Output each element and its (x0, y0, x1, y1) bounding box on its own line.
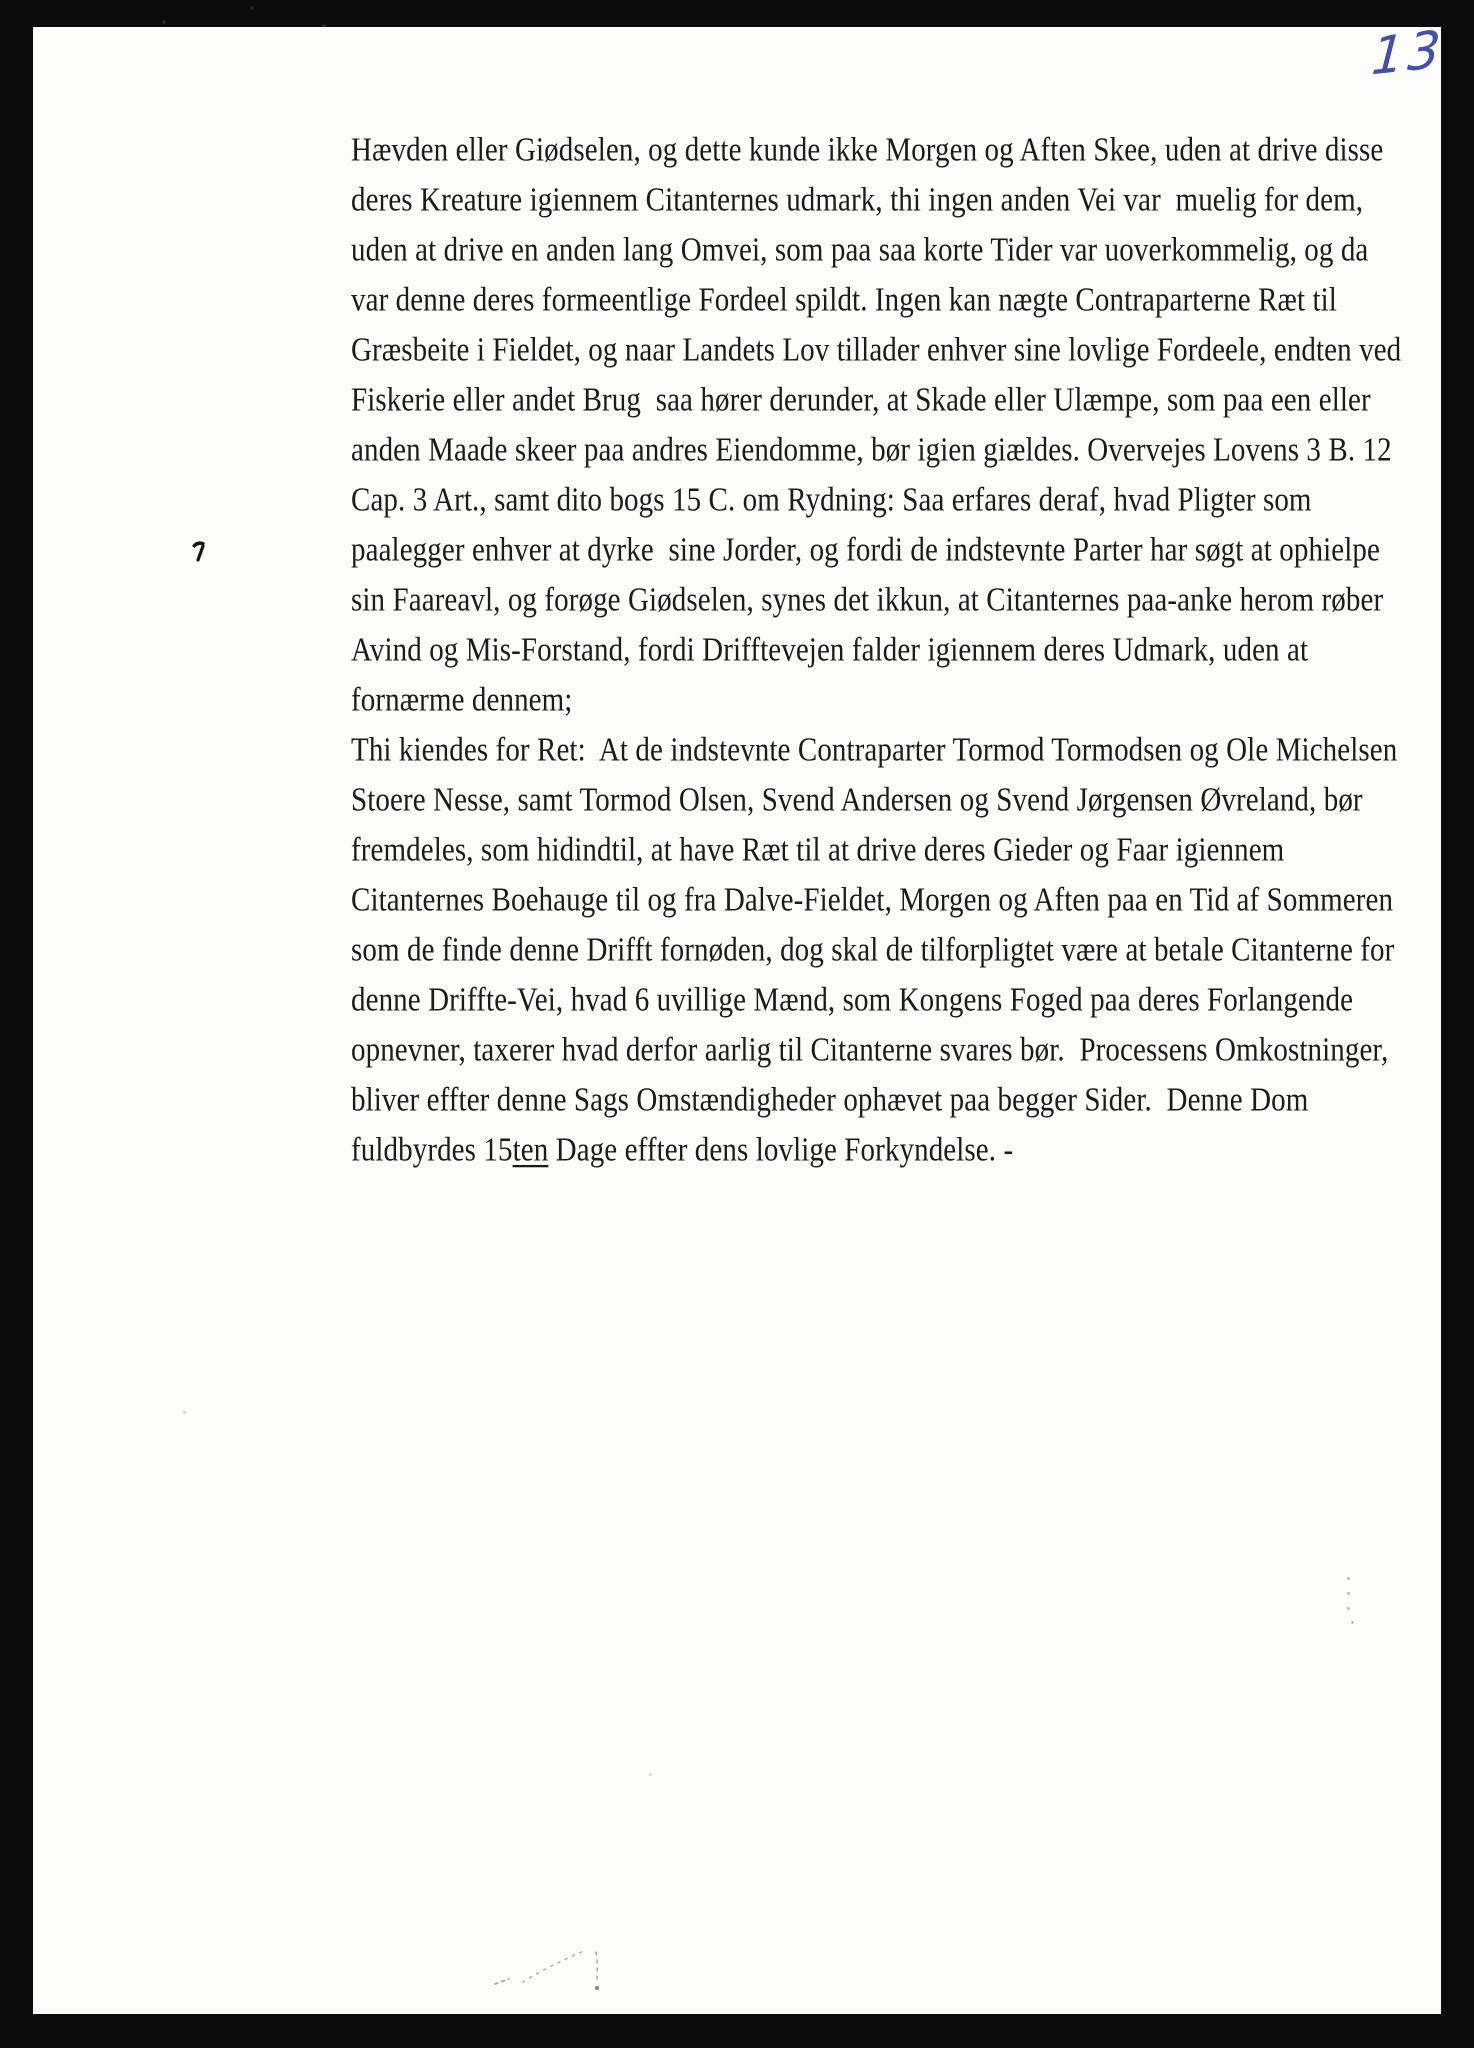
dust-speck (1351, 1621, 1354, 1624)
margin-ink-mark (191, 540, 207, 562)
text-line: deres Kreature igiennem Citanternes udmark, thi ingen anden Vei var muelig for dem, (351, 181, 1364, 219)
dust-speck (1347, 1577, 1350, 1580)
text-line: bliver effter denne Sags Omstændigheder ophævet paa begger Sider. Denne Dom (351, 1081, 1309, 1119)
text-line: som de finde denne Drifft fornøden, dog skal de tilforpligtet være at betale Citanterne for (351, 931, 1395, 969)
dust-speck (183, 1411, 186, 1414)
scan-noise-speck (250, 6, 254, 10)
text-line: fuldbyrdes 15ten Dage effter dens lovlige Forkyndelse. - (351, 1131, 1014, 1169)
text-line: Græsbeite i Fieldet, og naar Landets Lov tillader enhver sine lovlige Fordeele, endten ved (351, 331, 1402, 369)
text-line: paalegger enhver at dyrke sine Jorder, og fordi de indstevnte Parter har søgt at ophielpe (351, 531, 1380, 569)
dust-speck (649, 1773, 652, 1776)
text-line: Thi kiendes for Ret: At de indstevnte Contraparter Tormod Tormodsen og Ole Michelsen (351, 731, 1398, 769)
text-line: denne Driffte-Vei, hvad 6 uvillige Mænd, som Kongens Foged paa deres Forlangende (351, 981, 1354, 1019)
text-line: anden Maade skeer paa andres Eiendomme, bør igien giældes. Overvejes Lovens 3 B. 12 (351, 431, 1392, 469)
text-line: fremdeles, som hidindtil, at have Ræt til at drive deres Gieder og Faar igiennem (351, 831, 1285, 869)
text-line: Stoere Nesse, samt Tormod Olsen, Svend Andersen og Svend Jørgensen Øvreland, bør (351, 781, 1363, 819)
dust-speck (1347, 1592, 1350, 1595)
text-line: uden at drive en anden lang Omvei, som paa saa korte Tider var uoverkommelig, og da (351, 231, 1369, 269)
text-line: Citanternes Boehauge til og fra Dalve-Fieldet, Morgen og Aften paa en Tid af Sommeren (351, 881, 1394, 919)
text-line: sin Faareavl, og forøge Giødselen, synes det ikkun, at Citanternes paa-anke herom røber (351, 581, 1384, 619)
text-line: Hævden eller Giødselen, og dette kunde ikke Morgen og Aften Skee, uden at drive disse (351, 131, 1384, 169)
text-line: var denne deres formeentlige Fordeel spildt. Ingen kan nægte Contraparterne Ræt til (351, 281, 1337, 319)
scan-noise-speck (162, 20, 166, 24)
text-line: opnevner, taxerer hvad derfor aarlig til Citanterne svares bør. Processens Omkostninger, (351, 1031, 1389, 1069)
handwritten-page-number: 13 (1369, 20, 1447, 88)
document-text (351, 129, 1421, 1179)
document-page (33, 20, 1447, 2014)
text-line: Cap. 3 Art., samt dito bogs 15 C. om Rydning: Saa erfares deraf, hvad Pligter som (351, 481, 1312, 519)
text-line: fornærme dennem; (351, 681, 573, 719)
text-line: Avind og Mis-Forstand, fordi Drifftevejen falder igiennem deres Udmark, uden at (351, 631, 1309, 669)
dust-speck (1347, 1607, 1350, 1610)
pencil-squiggle (483, 1922, 613, 2007)
text-line: Fiskerie eller andet Brug saa hører derunder, at Skade eller Ulæmpe, som paa een eller (351, 381, 1371, 419)
